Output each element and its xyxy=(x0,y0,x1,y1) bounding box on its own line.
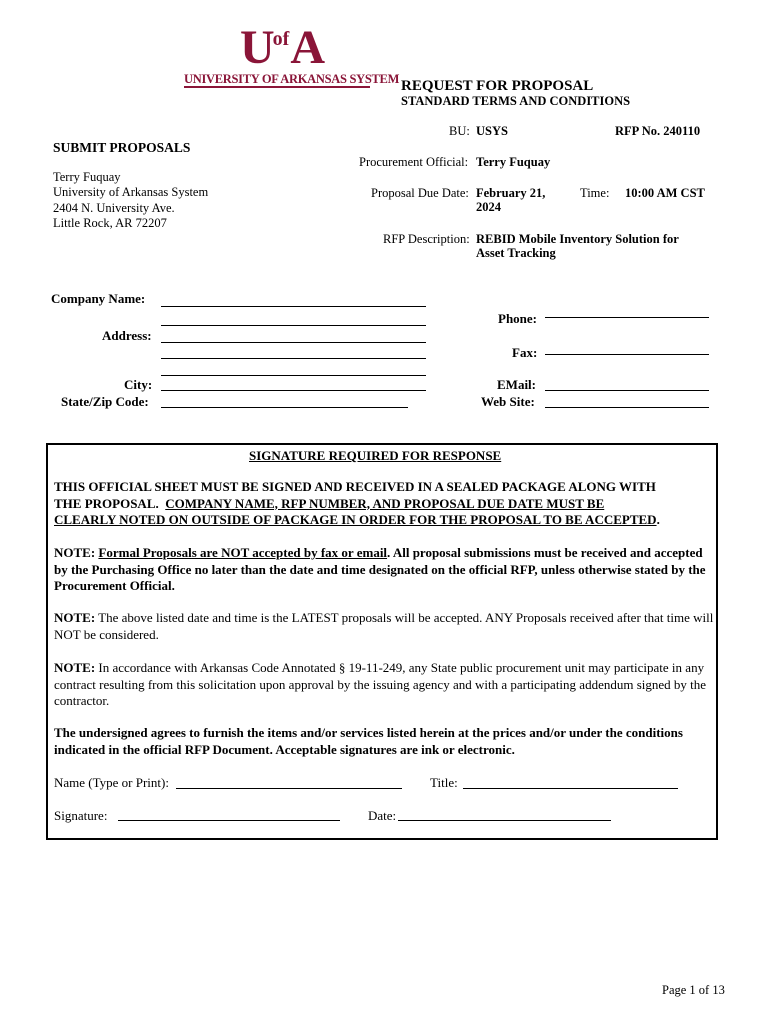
submit-contact-name: Terry Fuquay xyxy=(53,170,121,184)
rfp-number: RFP No. 240110 xyxy=(615,124,701,138)
company-name-field[interactable] xyxy=(161,306,426,307)
fax-field[interactable] xyxy=(545,354,709,355)
phone-label: Phone: xyxy=(498,311,537,326)
instructions-paragraph: THIS OFFICIAL SHEET MUST BE SIGNED AND RECEIVED IN A SEALED PACKAGE ALONG WITH THE PROPOSAL. COMPANY NAME, RFP NUMBER, AND PROPOSAL DUE DATE MUST BE CLEARLY NOTED ON OUTSIDE OF PACKAGE IN ORDER FOR THE PROPOSAL TO BE ACCEPTED. xyxy=(54,479,660,527)
logo-system-name: UNIVERSITY OF ARKANSAS SYSTEM xyxy=(184,72,400,86)
rfp-description-label: RFP Description: xyxy=(383,232,470,246)
time-value: 10:00 AM CST xyxy=(625,186,705,200)
phone-field[interactable] xyxy=(545,317,709,318)
submit-city: Little Rock, AR 72207 xyxy=(53,216,167,230)
page-title: REQUEST FOR PROPOSAL xyxy=(401,78,594,94)
page-subtitle: STANDARD TERMS AND CONDITIONS xyxy=(401,94,631,108)
website-label: Web Site: xyxy=(481,394,535,409)
name-print-field[interactable] xyxy=(176,788,402,789)
rfp-description-line1: REBID Mobile Inventory Solution for xyxy=(476,232,679,246)
submit-org: University of Arkansas System xyxy=(53,185,209,199)
deadline-note: NOTE: The above listed date and time is the LATEST proposals will be accepted. ANY Proposals received after that time will NOT be considered. xyxy=(54,610,714,642)
fax-label: Fax: xyxy=(512,345,538,360)
company-name-field-2[interactable] xyxy=(161,325,426,326)
signature-field[interactable] xyxy=(118,820,340,821)
address-field-3[interactable] xyxy=(161,375,426,376)
page-number: Page 1 of 13 xyxy=(662,983,725,997)
company-name-label: Company Name: xyxy=(51,291,146,306)
time-label: Time: xyxy=(580,186,610,200)
due-date-value: February 21, xyxy=(476,186,546,200)
procurement-official-label: Procurement Official: xyxy=(359,155,469,169)
address-label: Address: xyxy=(102,328,152,343)
rfp-description-line2: Asset Tracking xyxy=(476,246,556,260)
website-field[interactable] xyxy=(545,407,709,408)
university-logo xyxy=(184,21,400,88)
signature-heading: SIGNATURE REQUIRED FOR RESPONSE xyxy=(249,448,502,463)
arkansas-code-note: NOTE: In accordance with Arkansas Code Annotated § 19-11-249, any State public procurement unit may participate in any contract resulting from this solicitation upon approval by the issuing agency and with a participating addendum signed by the contractor. xyxy=(54,660,707,708)
state-zip-label: State/Zip Code: xyxy=(61,394,149,409)
submit-proposals-heading: SUBMIT PROPOSALS xyxy=(53,140,191,155)
date-label: Date: xyxy=(368,808,397,823)
submit-street: 2404 N. University Ave. xyxy=(53,201,175,215)
city-label: City: xyxy=(124,377,153,392)
city-field[interactable] xyxy=(161,390,426,391)
bu-label: BU: xyxy=(449,124,470,138)
name-print-label: Name (Type or Print): xyxy=(54,775,169,790)
address-field-2[interactable] xyxy=(161,358,426,359)
logo-rule xyxy=(184,86,370,88)
state-zip-field[interactable] xyxy=(161,407,408,408)
procurement-official-value: Terry Fuquay xyxy=(476,155,551,169)
email-label: EMail: xyxy=(497,377,536,392)
due-date-year: 2024 xyxy=(476,200,501,214)
logo-monogram: $U^{of}A$ xyxy=(240,21,323,74)
email-field[interactable] xyxy=(545,390,709,391)
address-field[interactable] xyxy=(161,342,426,343)
agreement-statement: The undersigned agrees to furnish the items and/or services listed herein at the prices and/or under the conditions indicated in the official RFP Document. Acceptable signatures are ink or electronic. xyxy=(54,725,683,757)
fax-email-note: NOTE: Formal Proposals are NOT accepted by fax or email. All proposal submissions must be received and accepted by the Purchasing Office no later than the date and time designated on the official RFP, unless otherwise stated by the Procurement Official. xyxy=(54,545,706,593)
due-date-label: Proposal Due Date: xyxy=(371,186,469,200)
title-label: Title: xyxy=(430,775,458,790)
title-field[interactable] xyxy=(463,788,678,789)
date-field[interactable] xyxy=(398,820,611,821)
bu-value: USYS xyxy=(476,124,508,138)
signature-label: Signature: xyxy=(54,808,108,823)
